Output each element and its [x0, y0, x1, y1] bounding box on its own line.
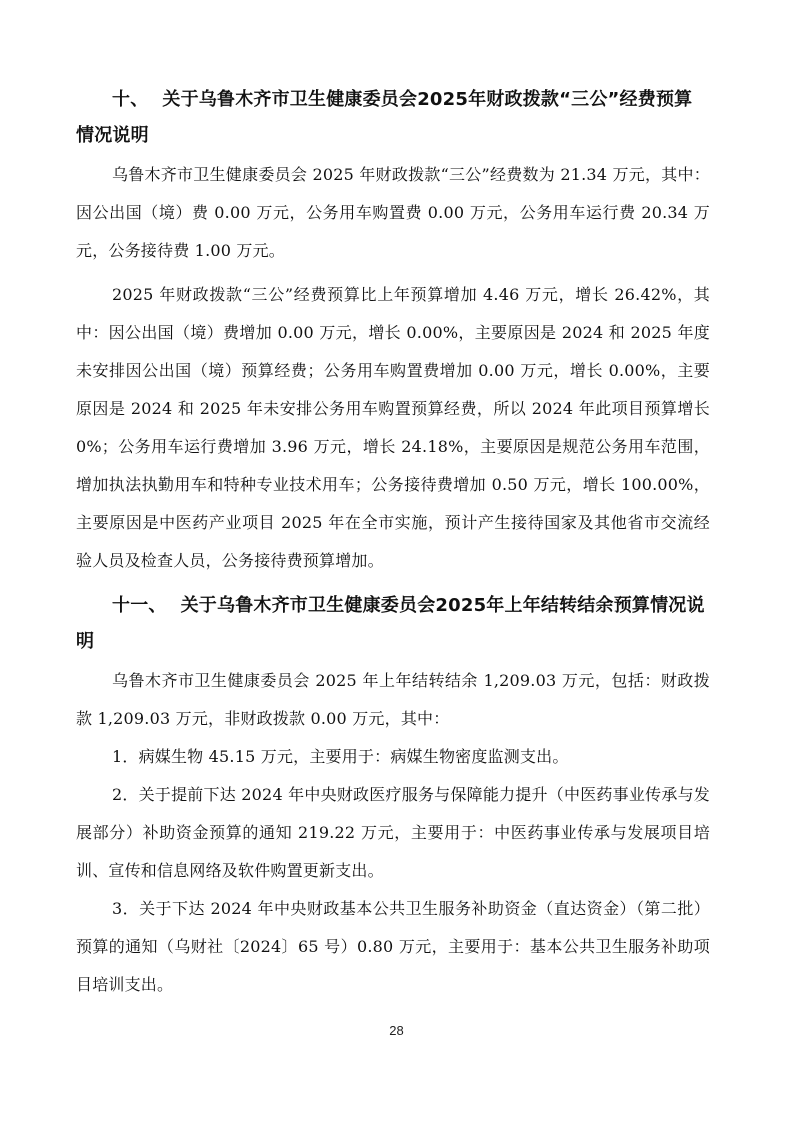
section-11-heading: [76, 586, 710, 662]
section-11-number: 十一、: [112, 595, 167, 616]
page-number: 28: [389, 1023, 404, 1038]
section-10-number: 十、: [112, 89, 149, 110]
section-11-paragraph-1: 乌鲁木齐市卫生健康委员会 2025 年上年结转结余 1,209.03 万元，包括：财政拨款 1,209.03 万元，非财政拨款 0.00 万元，其中：: [76, 671, 710, 728]
section-11-item-2: 2．关于提前下达 2024 年中央财政医疗服务与保障能力提升（中医药事业传承与发展部分）补助资金预算的通知 219.22 万元，主要用于：中医药事业传承与发展项目培训、宣传和信息网络及软件购置更新支出。: [76, 785, 710, 880]
section-11-item-1: 1．病媒生物 45.15 万元，主要用于：病媒生物密度监测支出。: [112, 747, 569, 766]
section-11-item-3: 3．关于下达 2024 年中央财政基本公共卫生服务补助资金（直达资金）（第二批）预算的通知（乌财社〔2024〕65 号）0.80 万元，主要用于：基本公共卫生服务补助项目培训支出。: [76, 899, 710, 994]
section-10-paragraph-2: 2025 年财政拨款“三公”经费预算比上年预算增加 4.46 万元，增长 26.42%，其中：因公出国（境）费增加 0.00 万元，增长 0.00%，主要原因是 2024 和 2025 年度未安排因公出国（境）预算经费；公务用车购置费增加 0.00 万元，增长 0.00%，主要原因是 2024 和 2025 年未安排公务用车购置预算经费，所以 2024 年此项目预算增长 0%；公务用车运行费增加 3.96 万元，增长 24.18%，主要原因是规范公务用车范围，增加执法执勤用车和特种专业技术用车；公务接待费增加 0.50 万元，增长 100.00%，主要原因是中医药产业项目 2025 年在全市实施，预计产生接待国家及其他省市交流经验人员及检查人员，公务接待费预算增加。: [76, 285, 710, 570]
section-10-paragraph-1: 乌鲁木齐市卫生健康委员会 2025 年财政拨款“三公”经费数为 21.34 万元，其中：因公出国（境）费 0.00 万元，公务用车购置费 0.00 万元，公务用车运行费 20.34 万元，公务接待费 1.00 万元。: [76, 165, 710, 260]
section-10-title: 关于乌鲁木齐市卫生健康委员会2025年财政拨款“三公”经费预算情况说明: [76, 89, 693, 146]
section-11-title: 关于乌鲁木齐市卫生健康委员会2025年上年结转结余预算情况说明: [76, 595, 705, 652]
section-10-heading: [76, 80, 710, 156]
document-page: [76, 80, 710, 1004]
